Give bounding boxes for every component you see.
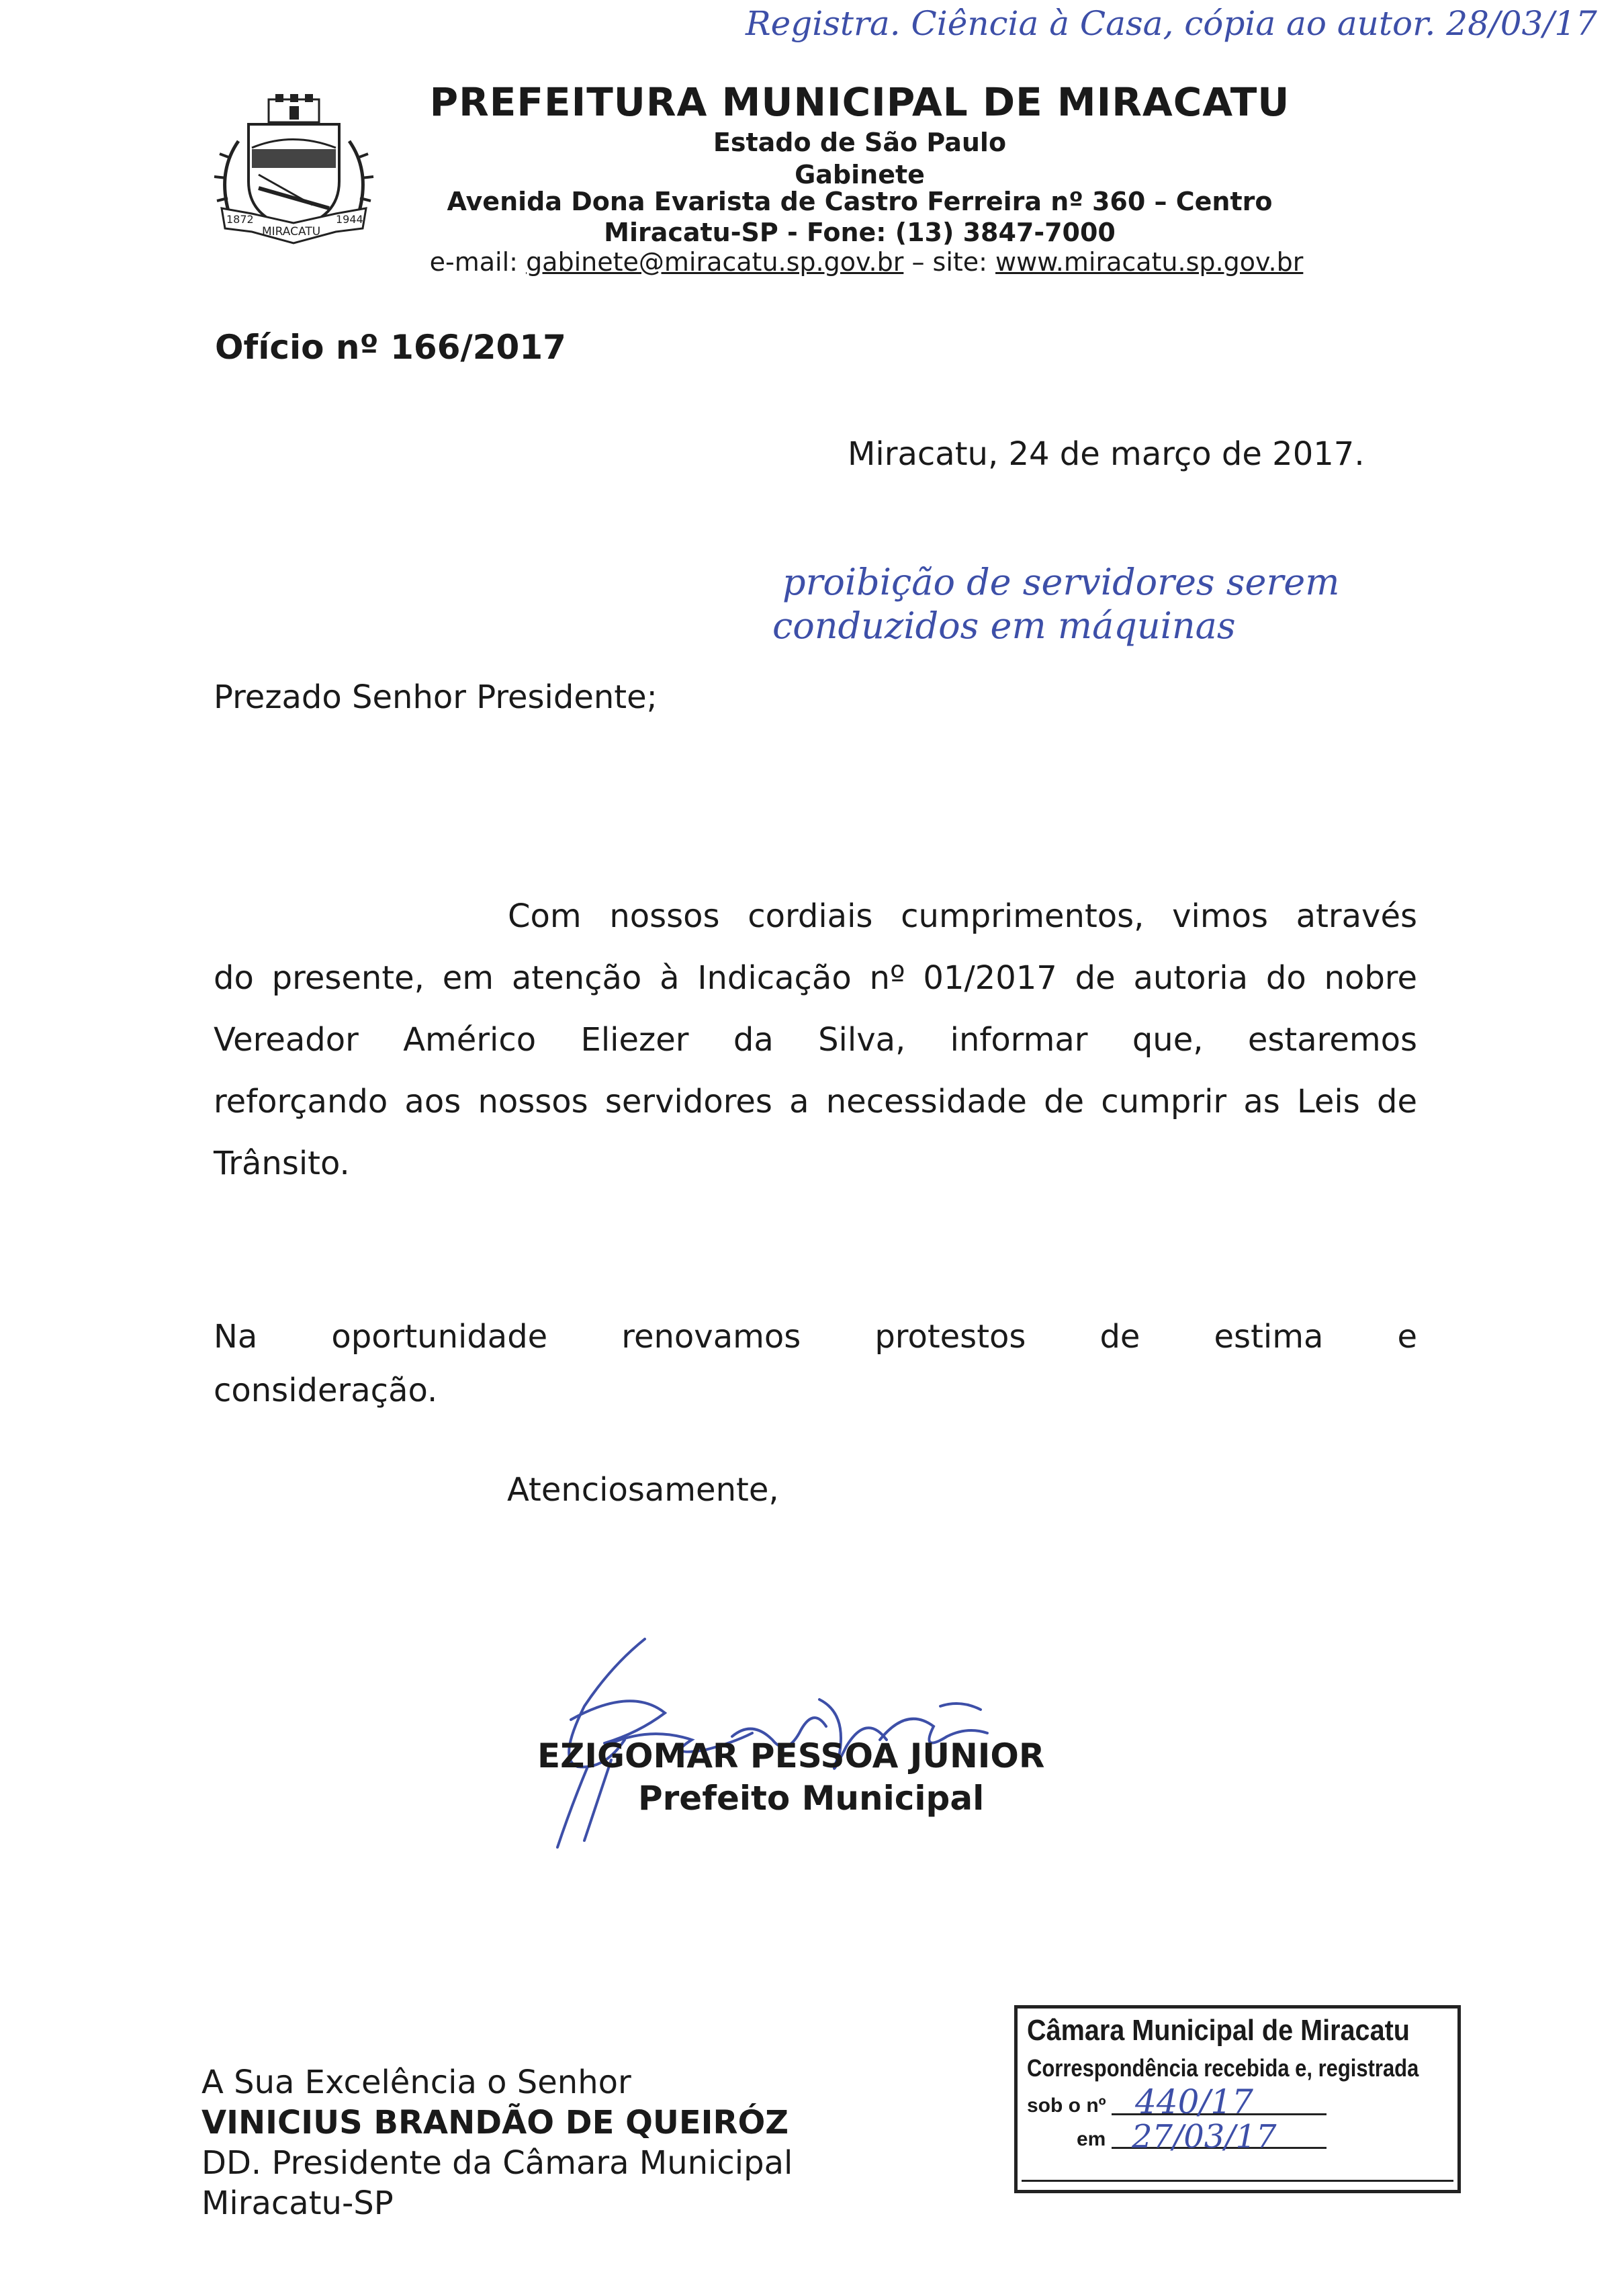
stamp-number-value: 440/17 [1135, 2082, 1253, 2121]
paragraph-line: Com nossos cordiais cumprimentos, vimos através [508, 897, 1417, 935]
addressee-line: A Sua Excelência o Senhor [201, 2064, 631, 2101]
stamp-date-value: 27/03/17 [1132, 2118, 1277, 2156]
paragraph-line: reforçando aos nossos servidores a necessidade de cumprir as Leis de [214, 1083, 1417, 1120]
body-paragraph-1 [214, 885, 1417, 1194]
body-paragraph-2 [214, 1310, 1417, 1417]
email-label: e-mail: [429, 247, 518, 277]
svg-text:1944: 1944 [336, 213, 363, 226]
stamp-number-label: sob o nº [1027, 2094, 1106, 2117]
stamp-date-label: em [1077, 2128, 1106, 2150]
contact-line [416, 247, 1316, 277]
svg-text:MIRACATU: MIRACATU [262, 225, 321, 238]
site-label: – site: [911, 247, 987, 277]
paragraph-line: Na oportunidade renovamos protestos de estima e [214, 1318, 1417, 1356]
addressee-city: Miracatu-SP [201, 2184, 394, 2222]
office-address: Avenida Dona Evarista de Castro Ferreira nº 360 – Centro [447, 187, 1273, 216]
email-link[interactable]: gabinete@miracatu.sp.gov.br [526, 247, 904, 277]
closing: Atenciosamente, [507, 1471, 779, 1509]
subject-note-line-1: proibição de servidores serem [782, 561, 1340, 603]
municipality-title: PREFEITURA MUNICIPAL DE MIRACATU [429, 79, 1290, 125]
addressee-block [201, 2062, 793, 2223]
addressee-role: DD. Presidente da Câmara Municipal [201, 2144, 793, 2182]
top-handwritten-annotation: Registra. Ciência à Casa, cópia ao autor. 28/03/17 [746, 4, 1597, 43]
coat-of-arms-icon [212, 94, 376, 252]
date-line: Miracatu, 24 de março de 2017. [848, 435, 1365, 473]
paragraph-line: Trânsito. [214, 1145, 350, 1182]
svg-text:1872: 1872 [226, 213, 254, 226]
state-name: Estado de São Paulo [713, 128, 1007, 157]
paragraph-line: consideração. [214, 1372, 438, 1409]
site-link[interactable]: www.miracatu.sp.gov.br [995, 247, 1304, 277]
signer-name: EZIGOMAR PESSOA JUNIOR [537, 1736, 1045, 1775]
office-phone: Miracatu-SP - Fone: (13) 3847-7000 [604, 218, 1116, 247]
receipt-stamp [1014, 2005, 1461, 2193]
paragraph-line: Vereador Américo Eliezer da Silva, informar que, estaremos [214, 1021, 1417, 1059]
paragraph-line: do presente, em atenção à Indicação nº 01/2017 de autoria do nobre [214, 959, 1417, 997]
office-name: Gabinete [795, 160, 925, 189]
stamp-subtitle: Correspondência recebida e, registrada [1027, 2054, 1419, 2082]
signer-title: Prefeito Municipal [638, 1779, 985, 1818]
addressee-name: VINICIUS BRANDÃO DE QUEIRÓZ [201, 2104, 789, 2142]
stamp-title: Câmara Municipal de Miracatu [1027, 2014, 1410, 2047]
stamp-bottom-line [1022, 2180, 1453, 2182]
subject-note-line-2: conduzidos em máquinas [772, 605, 1236, 647]
salutation: Prezado Senhor Presidente; [214, 678, 658, 716]
letter-reference: Ofício nº 166/2017 [215, 328, 566, 367]
